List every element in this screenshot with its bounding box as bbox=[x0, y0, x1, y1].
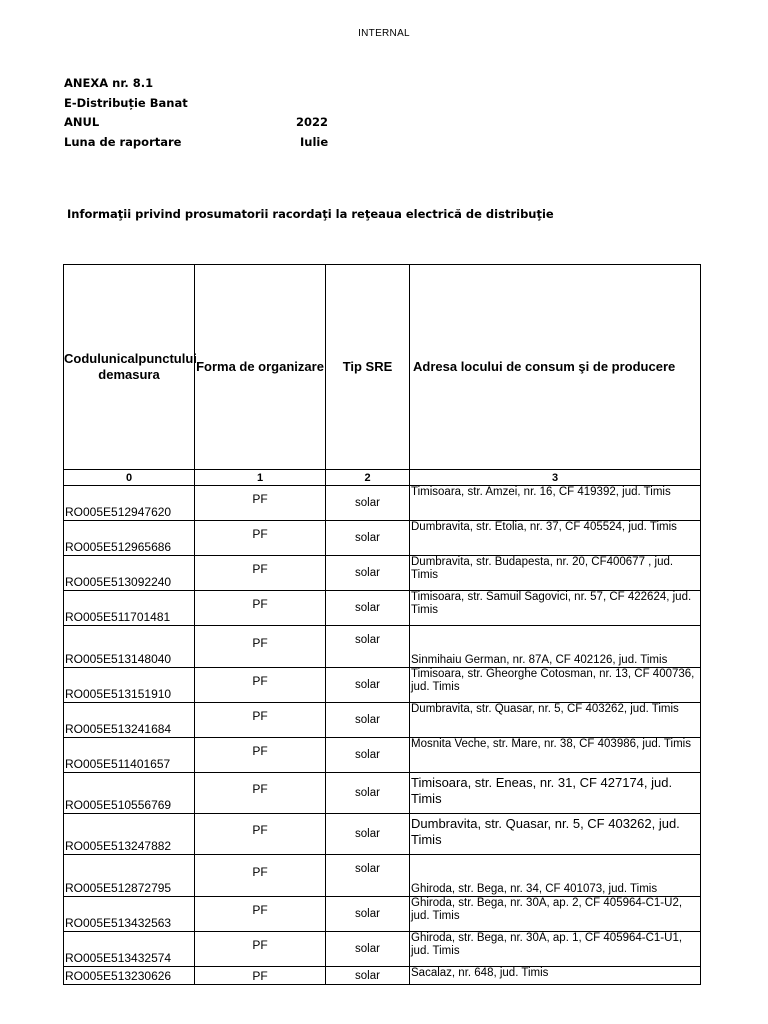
organization-cell: PF bbox=[195, 521, 326, 556]
prosumers-table bbox=[63, 264, 701, 985]
header-sre-type: Tip SRE bbox=[326, 265, 410, 470]
sre-type-cell: solar bbox=[326, 897, 410, 932]
document-title: Informaţii privind prosumatorii racordaţi la reţeaua electrică de distribuţie bbox=[67, 207, 554, 221]
organization-cell: PF bbox=[195, 703, 326, 738]
month-row bbox=[64, 133, 364, 153]
table-row bbox=[64, 897, 701, 932]
column-index: 3 bbox=[410, 470, 701, 486]
column-index-row bbox=[64, 470, 701, 486]
classification-label: INTERNAL bbox=[358, 28, 410, 39]
address-cell: Timisoara, str. Gheorghe Cotosman, nr. 13, CF 400736, jud. Timis bbox=[410, 668, 701, 703]
year-label: ANUL bbox=[64, 115, 100, 129]
organization-cell: PF bbox=[195, 773, 326, 814]
metering-code-cell: RO005E511401657 bbox=[64, 738, 195, 773]
address-cell: Mosnita Veche, str. Mare, nr. 38, CF 403986, jud. Timis bbox=[410, 738, 701, 773]
address-cell: Sacalaz, nr. 648, jud. Timis bbox=[410, 967, 701, 985]
metering-code-cell: RO005E513241684 bbox=[64, 703, 195, 738]
year-row bbox=[64, 113, 364, 133]
organization-cell: PF bbox=[195, 486, 326, 521]
sre-type-cell: solar bbox=[326, 591, 410, 626]
column-index: 2 bbox=[326, 470, 410, 486]
table-header-row bbox=[64, 265, 701, 470]
metering-code-cell: RO005E512947620 bbox=[64, 486, 195, 521]
organization-cell: PF bbox=[195, 967, 326, 985]
organization-cell: PF bbox=[195, 738, 326, 773]
metering-code-cell: RO005E512872795 bbox=[64, 855, 195, 897]
table-row bbox=[64, 932, 701, 967]
metering-code-cell: RO005E513230626 bbox=[64, 967, 195, 985]
report-meta bbox=[64, 74, 364, 152]
annex-number: ANEXA nr. 8.1 bbox=[64, 76, 154, 90]
table-row bbox=[64, 855, 701, 897]
address-cell: Timisoara, str. Amzei, nr. 16, CF 419392, jud. Timis bbox=[410, 486, 701, 521]
metering-code-cell: RO005E513432574 bbox=[64, 932, 195, 967]
organization-cell: PF bbox=[195, 556, 326, 591]
sre-type-cell: solar bbox=[326, 486, 410, 521]
header-address: Adresa locului de consum şi de producere bbox=[410, 265, 701, 470]
table-row bbox=[64, 486, 701, 521]
organization-cell: PF bbox=[195, 897, 326, 932]
address-cell: Dumbravita, str. Budapesta, nr. 20, CF400677 , jud. Timis bbox=[410, 556, 701, 591]
address-cell: Ghiroda, str. Bega, nr. 30A, ap. 2, CF 405964-C1-U2, jud. Timis bbox=[410, 897, 701, 932]
month-value: Iulie bbox=[300, 134, 329, 149]
metering-code-cell: RO005E513247882 bbox=[64, 814, 195, 855]
table-row bbox=[64, 967, 701, 985]
table-row bbox=[64, 626, 701, 668]
metering-code-cell: RO005E513092240 bbox=[64, 556, 195, 591]
organization-cell: PF bbox=[195, 668, 326, 703]
header-organization-form: Forma de organizare bbox=[195, 265, 326, 470]
sre-type-cell: solar bbox=[326, 773, 410, 814]
address-cell: Timisoara, str. Eneas, nr. 31, CF 427174, jud. Timis bbox=[410, 773, 701, 814]
sre-type-cell: solar bbox=[326, 626, 410, 668]
metering-code-cell: RO005E513151910 bbox=[64, 668, 195, 703]
address-cell: Sinmihaiu German, nr. 87A, CF 402126, jud. Timis bbox=[410, 626, 701, 668]
sre-type-cell: solar bbox=[326, 855, 410, 897]
header-metering-code: Codulunicalpunctului demasura bbox=[64, 265, 195, 470]
sre-type-cell: solar bbox=[326, 738, 410, 773]
table-row bbox=[64, 591, 701, 626]
table-row bbox=[64, 773, 701, 814]
sre-type-cell: solar bbox=[326, 556, 410, 591]
metering-code-cell: RO005E512965686 bbox=[64, 521, 195, 556]
sre-type-cell: solar bbox=[326, 932, 410, 967]
address-cell: Timisoara, str. Samuil Sagovici, nr. 57, CF 422624, jud. Timis bbox=[410, 591, 701, 626]
organization-cell: PF bbox=[195, 626, 326, 668]
year-value: 2022 bbox=[296, 115, 329, 129]
organization-cell: PF bbox=[195, 932, 326, 967]
sre-type-cell: solar bbox=[326, 703, 410, 738]
table-row bbox=[64, 521, 701, 556]
table-row bbox=[64, 556, 701, 591]
address-cell: Dumbravita, str. Quasar, nr. 5, CF 403262, jud. Timis bbox=[410, 814, 701, 855]
metering-code-cell: RO005E513432563 bbox=[64, 897, 195, 932]
address-cell: Ghiroda, str. Bega, nr. 34, CF 401073, jud. Timis bbox=[410, 855, 701, 897]
table-row bbox=[64, 814, 701, 855]
metering-code-cell: RO005E511701481 bbox=[64, 591, 195, 626]
metering-code-cell: RO005E510556769 bbox=[64, 773, 195, 814]
column-index: 0 bbox=[64, 470, 195, 486]
table-row bbox=[64, 738, 701, 773]
sre-type-cell: solar bbox=[326, 668, 410, 703]
organization-cell: PF bbox=[195, 591, 326, 626]
organization-cell: PF bbox=[195, 814, 326, 855]
sre-type-cell: solar bbox=[326, 814, 410, 855]
sre-type-cell: solar bbox=[326, 967, 410, 985]
company-name: E-Distribuție Banat bbox=[64, 95, 188, 110]
address-cell: Dumbravita, str. Etolia, nr. 37, CF 405524, jud. Timis bbox=[410, 521, 701, 556]
month-label: Luna de raportare bbox=[64, 134, 182, 149]
table-row bbox=[64, 703, 701, 738]
column-index: 1 bbox=[195, 470, 326, 486]
address-cell: Dumbravita, str. Quasar, nr. 5, CF 403262, jud. Timis bbox=[410, 703, 701, 738]
metering-code-cell: RO005E513148040 bbox=[64, 626, 195, 668]
table-row bbox=[64, 668, 701, 703]
sre-type-cell: solar bbox=[326, 521, 410, 556]
address-cell: Ghiroda, str. Bega, nr. 30A, ap. 1, CF 405964-C1-U1, jud. Timis bbox=[410, 932, 701, 967]
organization-cell: PF bbox=[195, 855, 326, 897]
